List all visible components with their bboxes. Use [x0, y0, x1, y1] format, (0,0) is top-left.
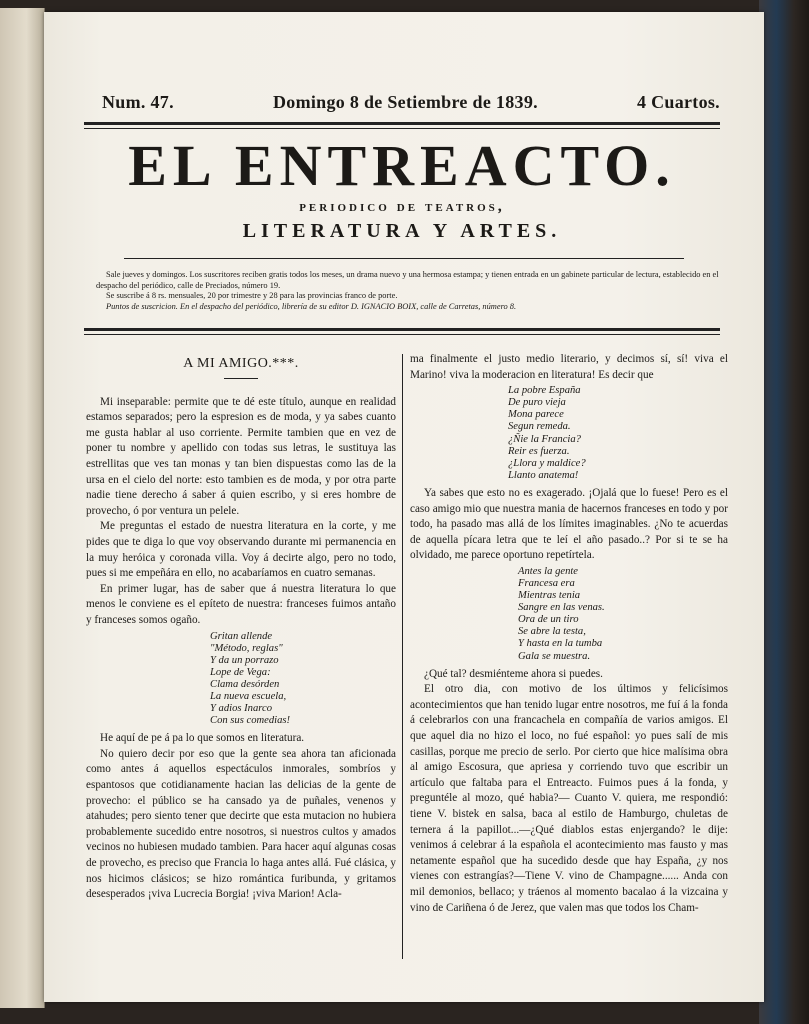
paragraph: Mi inseparable: permite que te dé este título, aunque en realidad estamos separados; pero la espresion es de moda, y ya sabes cuanto me gusta hablar al uso corriente. Permite tambien que en vez de poner tu nombre y apellido con todas sus letras, le sustituya las estrellitas que ves tan monas y tan bien dispuestas como las de la ursa en el cielo del norte: esto tambien es de moda, y por otra parte nadie tiene derecho á saber á quien escribo, y si eres hombre de provecho, ó por ventura un pelele.	[86, 395, 396, 517]
verse-line: Gritan allende	[210, 630, 273, 642]
newspaper-title: EL ENTREACTO.	[128, 133, 676, 198]
verse-line: Se abre la testa,	[518, 626, 586, 638]
rule-mid	[84, 328, 720, 331]
rule-sub	[124, 258, 684, 259]
verse-line: Segun remeda.	[508, 421, 571, 433]
verse-line: ¿Ñie la Francia?	[508, 433, 581, 445]
paragraph: No quiero decir por eso que la gente sea ahora tan aficionada como antes á aquellos espectáculos inmorales, sombríos y espantosos que cotidianamente hacian las delicias de la gente de provecho: el público se ha cansado ya de puñales, venenos y atahudes; pero siento tener que decirte que esta mutacion no hubiera probablemente sucedido entre nosotros, si nuestros cultos y amados vecinos no hubiesen mudado tambien. Para hacer aquí algunas cosas de provecho, es preciso que Francia lo haga antes allá. Fué clásica, y nos hicimos clásicos; se hizo romántica furibunda, y gritamos desesperados ¡viva Lucrecia Borgia! ¡viva Marion! Acla-	[86, 747, 396, 901]
column-right	[410, 352, 728, 916]
verse-line: De puro vieja	[508, 397, 566, 409]
verse-line: Y adios Inarco	[210, 703, 272, 715]
paragraph: En primer lugar, has de saber que á nuestra literatura lo que menos le conviene es el epíteto de nuestra: franceses fuimos antaño y franceses somos ogaño.	[86, 582, 396, 626]
article-title: A MI AMIGO.***.	[183, 356, 299, 371]
verse-block	[410, 385, 728, 482]
masthead-line	[102, 92, 720, 113]
verse-line: Clama desórden	[210, 678, 280, 690]
book-binding-left	[0, 8, 45, 1008]
verse-line: Llanto anatema!	[508, 469, 579, 481]
verse-line: Gala se muestra.	[518, 650, 591, 662]
verse-block	[86, 631, 396, 728]
verse-line: Sangre en las venas.	[518, 602, 605, 614]
verse-line: Reir es fuerza.	[508, 445, 570, 457]
subscription-line-3: Puntos de suscricion. En el despacho del periódico, librería de su editor D. IGNACIO BOIX, calle de Carretas, número 8.	[106, 301, 517, 311]
column-divider	[402, 354, 403, 959]
issue-price: 4 Cuartos.	[636, 92, 720, 112]
rule-top-thin	[84, 128, 720, 129]
subscription-line-1: Sale jueves y domingos. Los suscritores reciben gratis todos los meses, un drama nuevo y una hermosa estampa; y tienen entrada en un gabinete particular de lectura, establecido en el despacho del periódico, calle de Preciados, número 19.	[96, 270, 719, 290]
verse-line: Ora de un tiro	[518, 614, 579, 626]
paragraph: He aquí de pe á pa lo que somos en literatura.	[100, 732, 305, 745]
verse-line: La pobre España	[508, 385, 581, 397]
newspaper-subtitle: periodico de teatros,	[299, 198, 505, 215]
newspaper-page	[44, 12, 764, 1002]
verse-line: "Método, reglas"	[210, 642, 283, 654]
verse-line: Y da un porrazo	[210, 654, 279, 666]
verse-line: Lope de Vega:	[210, 666, 271, 678]
rule-top	[84, 122, 720, 125]
paragraph: Ya sabes que esto no es exagerado. ¡Ojalá que lo fuese! Pero es el caso amigo mio que nuestra mania de hacernos franceses en todo y por todo, ha pasado mas allá de los límites imaginables. ¿No te acuerdas de aquella pícara letra que te leí el año pasado..? Por si te se ha olvidado, me parece oportuno repetírtela.	[410, 486, 728, 562]
column-left	[86, 352, 396, 903]
paragraph: El otro dia, con motivo de los últimos y felicísimos acontecimientos que han tenido lugar entre nosotros, me fuí á la fonda á celebrarlos con una francachela en compañía de varios amigos. El que aquel dia no hizo el loco, no fué español: yo pues salí de mis casillas, porque me precio de serlo. Por cierto que hice malísima obra al amigo Escosura, que apriesa y corriendo tuvo que escribir un artículo que faltaba para el Entreacto. Fuimos pues á la fonda, y preguntéle al mozo, qué habia?— Cuanto V. quiera, me respondió: tiene V. bistek en salsa, baca al estilo de Hamburgo, chuletas de ternera á la papillot...—¿Qué diablos estas enjergando? le dije: venimos á celebrar á la española el acontecimiento mas fausto y mas netamente español que ha sucedido desde que hay España, ¿y nos vienes con estrangías?—Tiene V. vino de Champagne...... Anda con mil demonios, bellaco; y tráenos al momento bacalao á la vizcaina y vino de Cariñena ó de Jerez, que valen mas que todos los Cham-	[410, 683, 728, 914]
verse-line: Y hasta en la tumba	[518, 638, 603, 650]
rule-mid-thin	[84, 334, 720, 335]
verse-block	[410, 566, 728, 663]
title-ornament	[224, 378, 258, 379]
book-binding-right	[759, 0, 809, 1024]
subscription-line-2: Se suscribe á 8 rs. mensuales, 20 por trimestre y 28 para las provincias franco de porte.	[106, 291, 398, 300]
verse-line: Mona parece	[508, 409, 564, 421]
newspaper-subtitle-2: LITERATURA Y ARTES.	[242, 220, 562, 242]
verse-line: Antes la gente	[518, 565, 579, 577]
issue-number: Num. 47.	[102, 92, 174, 112]
paragraph: ma finalmente el justo medio literario, y decimos sí, sí! viva el Marino! viva la moderacion en literatura! Es decir que	[410, 353, 728, 381]
verse-line: Mientras tenia	[518, 590, 581, 602]
verse-line: La nueva escuela,	[210, 690, 287, 702]
verse-line: ¿Llora y maldice?	[508, 457, 586, 469]
verse-line: Francesa era	[518, 578, 575, 589]
paragraph: Me preguntas el estado de nuestra literatura en la corte, y me pides que te diga lo que voy observando durante mi permanencia en la muy heróica y coronada villa. Voy á decirte algo, pero no todo, pues si me empeñára en ello, no acabaríamos en cuatro semanas.	[86, 520, 396, 580]
verse-line: Con sus comedias!	[210, 715, 291, 727]
subscription-info	[96, 270, 720, 312]
paragraph: ¿Qué tal? desmiénteme ahora si puedes.	[424, 667, 603, 680]
issue-date: Domingo 8 de Setiembre de 1839.	[272, 92, 538, 112]
